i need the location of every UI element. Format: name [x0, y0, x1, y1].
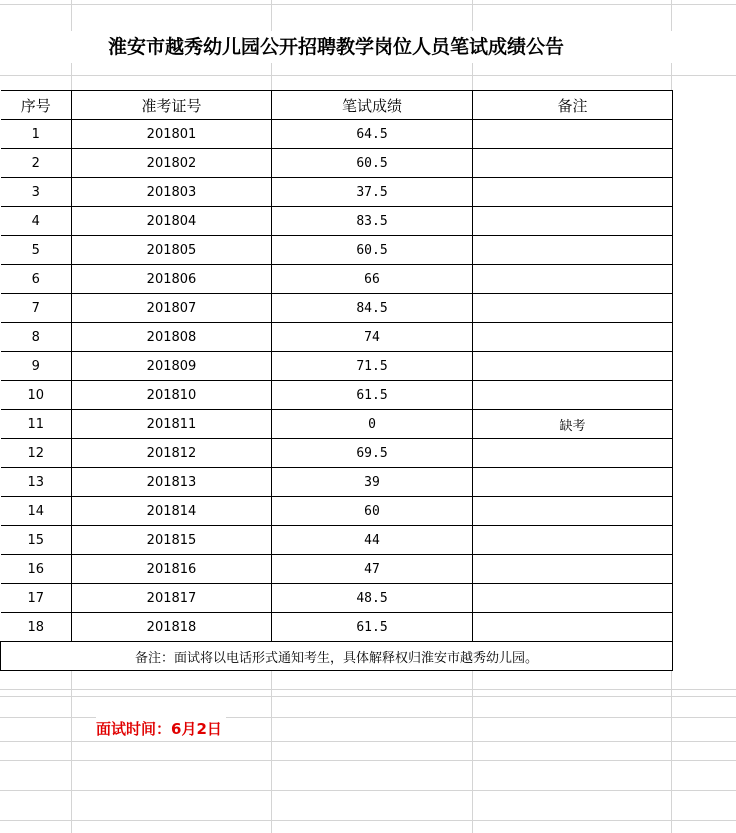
row-ticket-no: 201809: [72, 352, 272, 381]
row-ticket-no: 201817: [72, 584, 272, 613]
page-title: 淮安市越秀幼儿园公开招聘教学岗位人员笔试成绩公告: [0, 31, 672, 63]
header-ticket-no: 准考证号: [72, 91, 272, 120]
grid-line: [0, 696, 736, 697]
row-score: 37.5: [272, 178, 473, 207]
table-row: [1, 497, 673, 526]
row-seq: 18: [1, 613, 72, 642]
row-score: 60: [272, 497, 473, 526]
grid-line: [0, 689, 736, 690]
row-remark: [473, 323, 673, 352]
table-row: [1, 526, 673, 555]
row-ticket-no: 201807: [72, 294, 272, 323]
row-remark: 缺考: [473, 410, 673, 439]
grid-line: [0, 760, 736, 761]
header-seq: 序号: [1, 91, 72, 120]
table-row: [1, 468, 673, 497]
row-remark: [473, 294, 673, 323]
table-row: [1, 613, 673, 642]
row-remark: [473, 265, 673, 294]
row-remark: [473, 439, 673, 468]
row-ticket-no: 201802: [72, 149, 272, 178]
table-row: [1, 410, 673, 439]
row-remark: [473, 613, 673, 642]
row-score: 39: [272, 468, 473, 497]
table-row: [1, 555, 673, 584]
row-score: 66: [272, 265, 473, 294]
row-seq: 5: [1, 236, 72, 265]
row-seq: 17: [1, 584, 72, 613]
row-seq: 9: [1, 352, 72, 381]
table-row: [1, 584, 673, 613]
remark-note: 备注：面试将以电话形式通知考生，具体解释权归淮安市越秀幼儿园。: [1, 642, 673, 671]
score-table: [0, 90, 673, 671]
row-ticket-no: 201808: [72, 323, 272, 352]
table-row: [1, 294, 673, 323]
table-row: [1, 381, 673, 410]
row-score: 61.5: [272, 381, 473, 410]
row-seq: 3: [1, 178, 72, 207]
table-row: [1, 265, 673, 294]
table-row: [1, 149, 673, 178]
row-seq: 6: [1, 265, 72, 294]
table-header-row: [1, 91, 673, 120]
row-score: 69.5: [272, 439, 473, 468]
header-score: 笔试成绩: [272, 91, 473, 120]
row-score: 60.5: [272, 149, 473, 178]
row-ticket-no: 201804: [72, 207, 272, 236]
row-seq: 10: [1, 381, 72, 410]
row-seq: 7: [1, 294, 72, 323]
row-score: 64.5: [272, 120, 473, 149]
row-ticket-no: 201812: [72, 439, 272, 468]
row-ticket-no: 201801: [72, 120, 272, 149]
row-seq: 13: [1, 468, 72, 497]
grid-line: [0, 790, 736, 791]
table-row: [1, 120, 673, 149]
table-row: [1, 236, 673, 265]
row-ticket-no: 201815: [72, 526, 272, 555]
header-remark: 备注: [473, 91, 673, 120]
row-ticket-no: 201813: [72, 468, 272, 497]
row-remark: [473, 497, 673, 526]
row-seq: 16: [1, 555, 72, 584]
note-row: [1, 642, 673, 671]
row-remark: [473, 207, 673, 236]
table-row: [1, 439, 673, 468]
interview-time: 面试时间：6月2日: [96, 717, 226, 741]
table-row: [1, 323, 673, 352]
grid-line: [0, 4, 736, 5]
table-row: [1, 207, 673, 236]
row-ticket-no: 201803: [72, 178, 272, 207]
row-remark: [473, 526, 673, 555]
row-score: 84.5: [272, 294, 473, 323]
row-score: 0: [272, 410, 473, 439]
row-score: 44: [272, 526, 473, 555]
row-remark: [473, 352, 673, 381]
row-ticket-no: 201816: [72, 555, 272, 584]
grid-line: [0, 820, 736, 821]
row-seq: 11: [1, 410, 72, 439]
row-seq: 2: [1, 149, 72, 178]
row-seq: 1: [1, 120, 72, 149]
row-ticket-no: 201818: [72, 613, 272, 642]
row-score: 83.5: [272, 207, 473, 236]
row-score: 61.5: [272, 613, 473, 642]
row-remark: [473, 236, 673, 265]
row-remark: [473, 149, 673, 178]
row-score: 48.5: [272, 584, 473, 613]
row-ticket-no: 201805: [72, 236, 272, 265]
row-seq: 15: [1, 526, 72, 555]
row-score: 74: [272, 323, 473, 352]
row-ticket-no: 201814: [72, 497, 272, 526]
row-remark: [473, 468, 673, 497]
row-ticket-no: 201806: [72, 265, 272, 294]
row-remark: [473, 584, 673, 613]
row-seq: 14: [1, 497, 72, 526]
table-row: [1, 178, 673, 207]
row-remark: [473, 178, 673, 207]
row-score: 60.5: [272, 236, 473, 265]
row-ticket-no: 201810: [72, 381, 272, 410]
row-remark: [473, 120, 673, 149]
grid-line: [0, 741, 736, 742]
row-seq: 8: [1, 323, 72, 352]
row-seq: 4: [1, 207, 72, 236]
row-remark: [473, 555, 673, 584]
row-score: 71.5: [272, 352, 473, 381]
grid-line: [0, 75, 736, 76]
row-seq: 12: [1, 439, 72, 468]
row-remark: [473, 381, 673, 410]
table-row: [1, 352, 673, 381]
row-ticket-no: 201811: [72, 410, 272, 439]
row-score: 47: [272, 555, 473, 584]
